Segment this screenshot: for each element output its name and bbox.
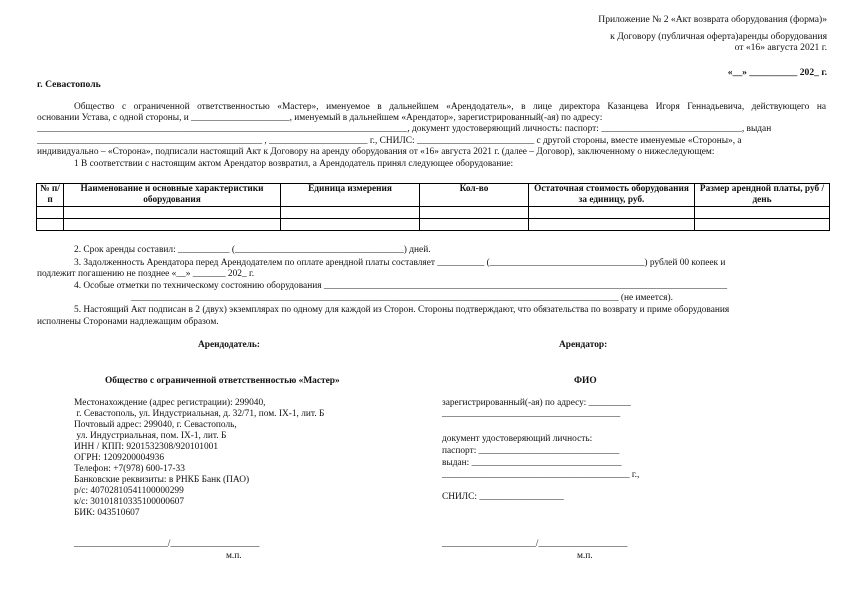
- contract-reference: к Договору (публичная оферта)аренды оборудования: [610, 31, 827, 42]
- landlord-address: Местонахождение (адрес регистрации): 299040,: [74, 398, 266, 408]
- clause-3-line-2: подлежит погашению не позднее «__» _______ 202_ г.: [37, 269, 255, 279]
- intro-line-4: ________________________________________________ , _____________________ г., СНИЛС: _________________________ с другой стороны, вместе именуемые «Стороны», а: [37, 136, 742, 146]
- landlord-address-2: г. Севастополь, ул. Индустриальная, д. 32/71, пом. IX-1, лит. Б: [74, 409, 325, 419]
- appendix-title: Приложение № 2 «Акт возврата оборудования (форма)»: [598, 14, 827, 25]
- clause-4-line-2: ________________________________________________________________________________________________________ (не имеется).: [131, 293, 673, 303]
- clause-3-line-1: 3. Задолженность Арендатора перед Арендодателем по оплате арендной платы составляет __________ (_________________________________) рублей 00 копеек и: [74, 258, 726, 268]
- table-cell[interactable]: [64, 219, 281, 231]
- tenant-registered[interactable]: зарегистрированный(-ая) по адресу: _________: [442, 398, 631, 408]
- table-cell[interactable]: [37, 207, 64, 219]
- table-cell[interactable]: [281, 219, 420, 231]
- tenant-passport[interactable]: паспорт: ______________________________: [442, 446, 620, 456]
- table-row: [37, 219, 830, 231]
- equipment-table: [36, 183, 830, 231]
- tenant-issued[interactable]: выдан: ________________________________: [442, 458, 622, 468]
- tenant-issued-line-2[interactable]: ________________________________________ г.,: [442, 470, 640, 480]
- landlord-role: Арендодатель:: [198, 340, 260, 350]
- landlord-signature-line[interactable]: ____________________/___________________: [74, 539, 260, 549]
- landlord-ogrn: ОГРН: 1209200004936: [74, 453, 165, 463]
- col-name: Наименование и основные характеристики оборудования: [64, 184, 281, 207]
- tenant-registered-line-2[interactable]: ______________________________________: [442, 409, 621, 419]
- landlord-details: [74, 398, 324, 519]
- table-cell[interactable]: [529, 207, 695, 219]
- landlord-bank: Банковские реквизиты: в РНКБ Банк (ПАО): [74, 475, 250, 485]
- table-cell[interactable]: [695, 207, 830, 219]
- landlord-account: р/с: 40702810541100000299: [74, 486, 184, 496]
- landlord-stamp: м.п.: [226, 551, 242, 561]
- tenant-signature-line[interactable]: ____________________/___________________: [442, 539, 628, 549]
- col-residual-cost: Остаточная стоимость оборудования за единицу, руб.: [529, 184, 695, 207]
- intro-line-2: основании Устава, с одной стороны, и _____________________, именуемый в дальнейшем «Арендатор», зарегистрированный(-ая) по адресу:: [37, 113, 603, 123]
- landlord-phone: Телефон: +7(978) 600-17-33: [74, 464, 185, 474]
- clause-4-line-1: 4. Особые отметки по техническому состоянию оборудования ______________________________________________________________________________________: [74, 281, 728, 291]
- table-cell[interactable]: [37, 219, 64, 231]
- landlord-name: Общество с ограниченной ответственностью «Мастер»: [105, 376, 340, 386]
- table-cell[interactable]: [420, 219, 529, 231]
- clause-2: 2. Срок аренды составил: ___________ (____________________________________) дней.: [74, 245, 431, 255]
- table-cell[interactable]: [64, 207, 281, 219]
- act-date-line: «__» __________ 202_ г.: [727, 67, 827, 78]
- table-row: [37, 207, 830, 219]
- intro-line-5: индивидуально – «Сторона», подписали настоящий Акт к Договору на аренду оборудования от «16» августа 2021 г. (далее – Договор), заключенному о нижеследующем:: [37, 147, 715, 157]
- city-label: г. Севастополь: [37, 79, 101, 90]
- tenant-role: Арендатор:: [559, 340, 608, 350]
- clause-5-line-2: исполнены Сторонами надлежащим образом.: [37, 317, 219, 327]
- table-cell[interactable]: [529, 219, 695, 231]
- landlord-inn-kpp: ИНН / КПП: 9201532308/920101001: [74, 442, 219, 452]
- landlord-postal-address: Почтовый адрес: 299040, г. Севастополь,: [74, 420, 237, 430]
- table-header-row: [37, 184, 830, 207]
- col-number: № п/п: [37, 184, 64, 207]
- tenant-stamp: м.п.: [577, 551, 593, 561]
- col-rent: Размер арендной платы, руб / день: [695, 184, 830, 207]
- contract-date: от «16» августа 2021 г.: [734, 42, 827, 53]
- col-quantity: Кол-во: [420, 184, 529, 207]
- table-cell[interactable]: [695, 219, 830, 231]
- intro-line-3: _______________________________________________________________________________, документ удостоверяющий личность: паспорт: ______________________________, выдан: [37, 124, 772, 134]
- table-cell[interactable]: [420, 207, 529, 219]
- table-cell[interactable]: [281, 207, 420, 219]
- landlord-corr-account: к/с: 30101810335100000607: [74, 497, 185, 507]
- tenant-name: ФИО: [574, 376, 597, 386]
- col-unit: Единица измерения: [281, 184, 420, 207]
- tenant-snils[interactable]: СНИЛС: __________________: [442, 492, 564, 502]
- landlord-postal-address-2: ул. Индустриальная, пом. IX-1, лит. Б: [74, 431, 227, 441]
- intro-line-6: 1 В соответствии с настоящим актом Арендатор возвратил, а Арендодатель принял следующее оборудование:: [74, 159, 514, 169]
- landlord-bik: БИК: 043510607: [74, 508, 140, 518]
- intro-line-1: Общество с ограниченной ответственностью «Мастер», именуемое в дальнейшем «Арендодатель», в лице директора Казанцева Игоря Геннадьевича, действующего на: [74, 102, 826, 112]
- clause-5-line-1: 5. Настоящий Акт подписан в 2 (двух) экземплярах по одному для каждой из Сторон. Стороны подтверждают, что обязательства по возврату и приме оборудования: [74, 305, 730, 315]
- tenant-doc-label: документ удостоверяющий личность:: [442, 434, 593, 444]
